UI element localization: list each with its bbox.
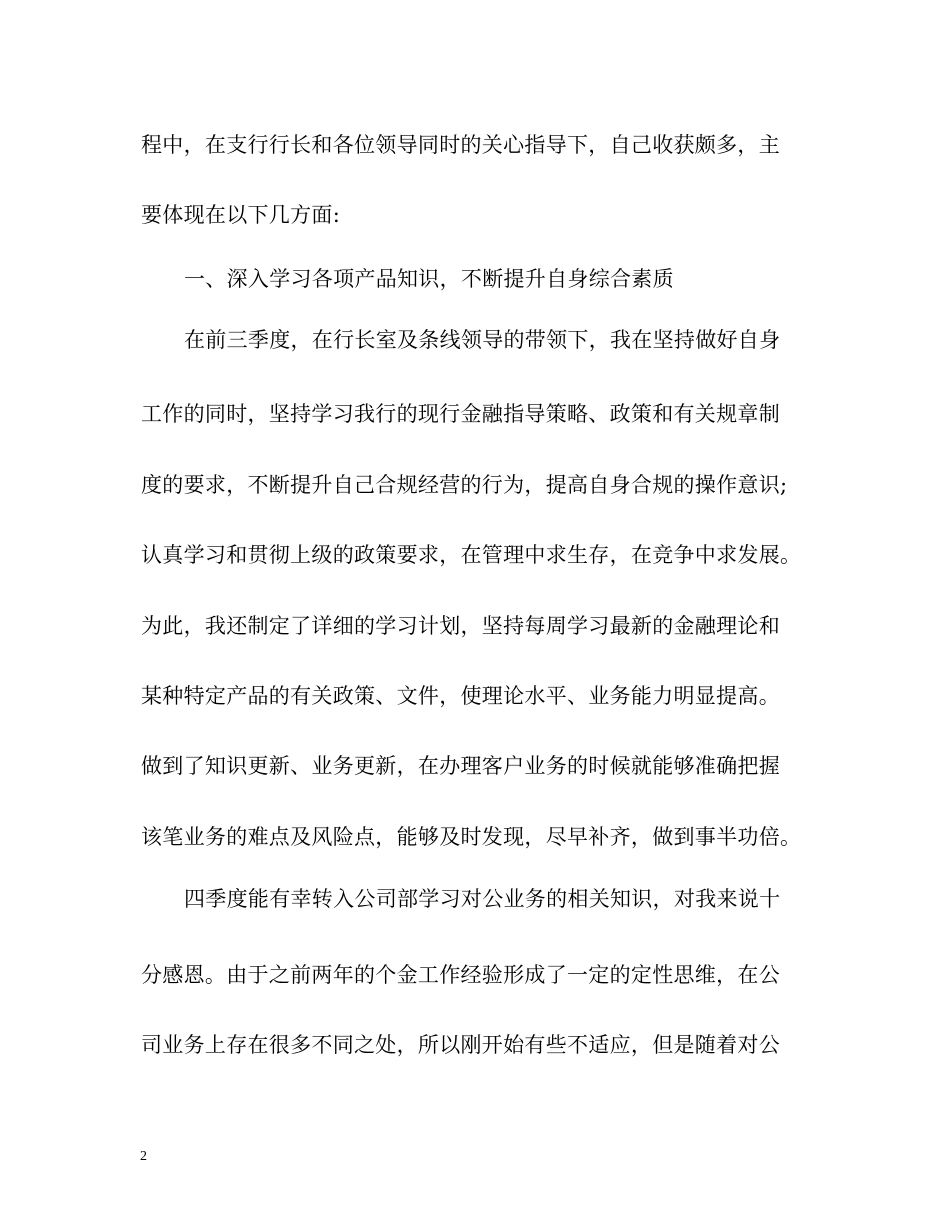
text-line: 某种特定产品的有关政策、文件，使理论水平、业务能力明显提高。: [141, 684, 780, 708]
text-line: 认真学习和贯彻上级的政策要求，在管理中求生存，在竞争中求发展。: [141, 543, 802, 567]
text-line: 度的要求，不断提升自己合规经营的行为，提高自身合规的操作意识;: [141, 473, 788, 497]
page-number: 2: [140, 1149, 147, 1164]
text-line: 程中，在支行行长和各位领导同时的关心指导下，自己收获颇多，主: [141, 133, 780, 157]
text-line: 四季度能有幸转入公司部学习对公业务的相关知识，对我来说十: [184, 887, 781, 911]
text-line: 要体现在以下几方面:: [141, 203, 341, 227]
text-line: 在前三季度，在行长室及条线领导的带领下，我在坚持做好自身: [184, 328, 781, 352]
text-line: 工作的同时，坚持学习我行的现行金融指导策略、政策和有关规章制: [141, 402, 780, 426]
text-line: 司业务上存在很多不同之处，所以刚开始有些不适应，但是随着对公: [141, 1033, 780, 1057]
text-line: 分感恩。由于之前两年的个金工作经验形成了一定的定性思维，在公: [141, 963, 780, 987]
text-line: 为此，我还制定了详细的学习计划，坚持每周学习最新的金融理论和: [141, 614, 780, 638]
text-line: 做到了知识更新、业务更新，在办理客户业务的时候就能够准确把握: [141, 754, 780, 778]
section-heading: 一、深入学习各项产品知识，不断提升自身综合素质: [184, 267, 674, 291]
text-line: 该笔业务的难点及风险点，能够及时发现，尽早补齐，做到事半功倍。: [141, 825, 802, 849]
